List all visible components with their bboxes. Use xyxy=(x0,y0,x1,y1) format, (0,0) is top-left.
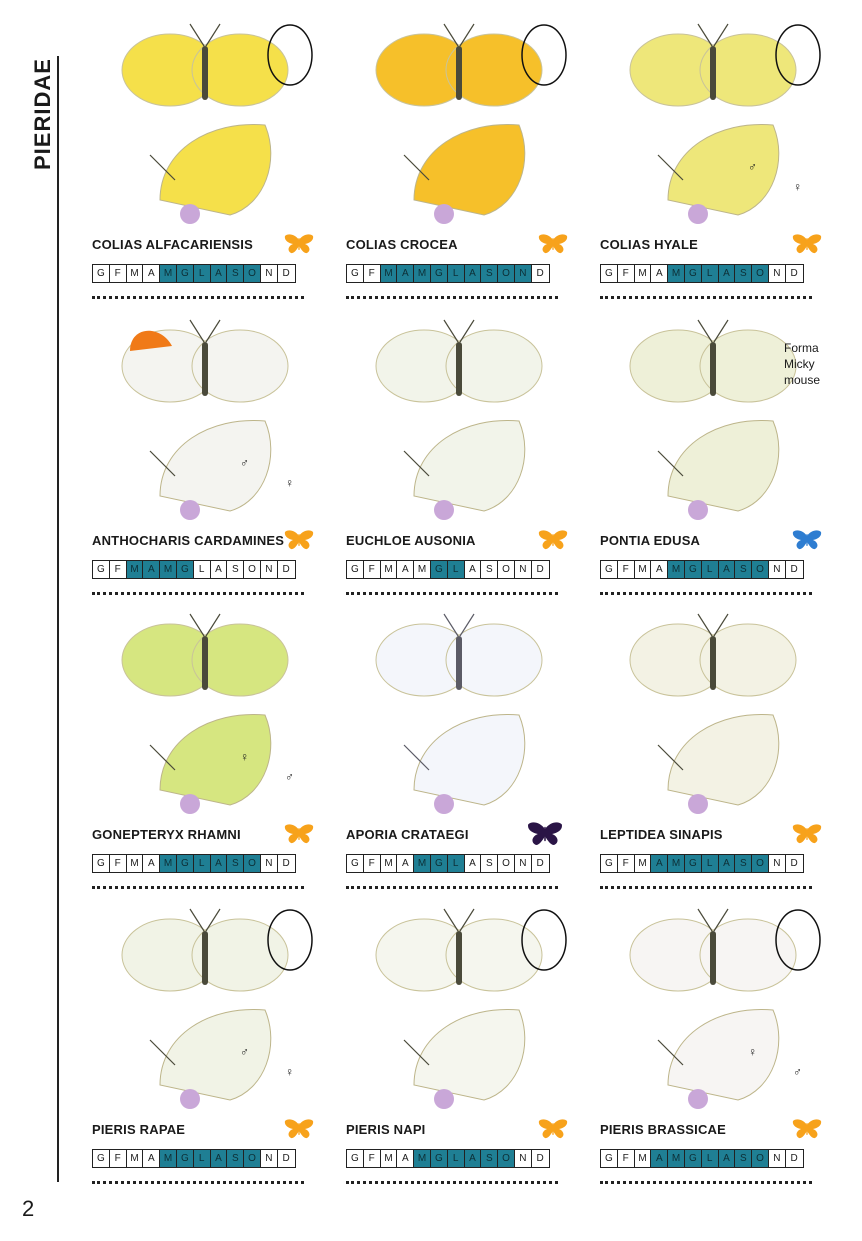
sex-symbol: ♂ xyxy=(793,1065,802,1079)
frequency-butterfly-icon xyxy=(792,824,822,844)
month-cell: A xyxy=(465,265,482,282)
month-cell: L xyxy=(448,855,465,872)
month-cell: M xyxy=(635,561,652,578)
month-cell: G xyxy=(431,265,448,282)
species-card xyxy=(344,600,570,896)
month-cell: N xyxy=(769,265,786,282)
species-card xyxy=(344,306,570,602)
month-cell: L xyxy=(702,855,719,872)
month-cell: A xyxy=(397,561,414,578)
month-cell: A xyxy=(719,265,736,282)
species-name: PIERIS RAPAE xyxy=(92,1122,186,1137)
month-cell: S xyxy=(227,1150,244,1167)
butterfly-photo-2 xyxy=(658,124,779,224)
month-cell: L xyxy=(194,561,211,578)
butterfly-photo-1 xyxy=(376,320,542,402)
butterfly-photo-2 xyxy=(658,1009,779,1109)
month-cell: A xyxy=(651,1150,668,1167)
month-cell: M xyxy=(668,561,685,578)
flight-period-calendar xyxy=(600,264,804,283)
month-cell: A xyxy=(719,855,736,872)
month-cell: O xyxy=(498,265,515,282)
species-photo xyxy=(90,600,316,820)
month-cell: N xyxy=(515,561,532,578)
species-photo xyxy=(598,600,824,820)
month-cell: G xyxy=(93,265,110,282)
month-cell: F xyxy=(618,855,635,872)
month-cell: G xyxy=(685,855,702,872)
species-card xyxy=(598,306,824,602)
month-cell: G xyxy=(347,1150,364,1167)
month-cell: M xyxy=(414,855,431,872)
month-cell: M xyxy=(635,855,652,872)
month-cell: F xyxy=(618,265,635,282)
month-cell: A xyxy=(465,1150,482,1167)
month-cell: M xyxy=(127,855,144,872)
month-cell: S xyxy=(735,855,752,872)
month-cell: S xyxy=(735,265,752,282)
month-cell: A xyxy=(211,561,228,578)
butterfly-photo-2 xyxy=(404,1009,525,1109)
month-cell: G xyxy=(177,1150,194,1167)
month-cell: N xyxy=(261,855,278,872)
month-cell: F xyxy=(110,561,127,578)
month-cell: D xyxy=(536,1153,544,1164)
frequency-butterfly-icon xyxy=(538,234,568,254)
month-cell: G xyxy=(177,265,194,282)
month-cell: M xyxy=(414,265,431,282)
month-cell: G xyxy=(177,855,194,872)
month-cell: G xyxy=(431,1150,448,1167)
species-name: PIERIS BRASSICAE xyxy=(600,1122,727,1137)
butterfly-photo-2 xyxy=(404,420,525,520)
month-cell: O xyxy=(244,1150,261,1167)
dotted-separator xyxy=(92,296,304,299)
month-cell: L xyxy=(702,1150,719,1167)
month-cell: S xyxy=(227,265,244,282)
species-name: LEPTIDEA SINAPIS xyxy=(600,827,723,842)
dotted-separator xyxy=(92,886,304,889)
month-cell: S xyxy=(481,265,498,282)
flight-period-calendar xyxy=(346,854,550,873)
species-card xyxy=(598,10,824,306)
species-photo xyxy=(598,895,824,1115)
frequency-butterfly-icon xyxy=(538,530,568,550)
butterfly-photo-2 xyxy=(658,714,779,814)
species-name: ANTHOCHARIS CARDAMINES xyxy=(92,533,285,548)
month-cell: F xyxy=(364,561,381,578)
month-cell: A xyxy=(143,1150,160,1167)
month-cell: L xyxy=(448,561,465,578)
flight-period-calendar xyxy=(92,1149,296,1168)
month-cell: F xyxy=(364,855,381,872)
flight-period-calendar xyxy=(92,264,296,283)
frequency-butterfly-icon xyxy=(284,1119,314,1139)
month-cell: M xyxy=(160,1150,177,1167)
month-cell: O xyxy=(498,855,515,872)
month-cell: M xyxy=(381,855,398,872)
month-cell: F xyxy=(618,1150,635,1167)
species-card xyxy=(598,895,824,1191)
flight-period-calendar xyxy=(346,560,550,579)
frequency-indicator xyxy=(284,824,314,844)
month-cell: O xyxy=(498,1150,515,1167)
month-cell: A xyxy=(211,855,228,872)
species-card xyxy=(90,306,316,602)
dotted-separator xyxy=(346,592,558,595)
month-cell: D xyxy=(790,858,798,869)
month-cell: O xyxy=(244,561,261,578)
month-cell: D xyxy=(790,1153,798,1164)
species-photo xyxy=(344,600,570,820)
frequency-butterfly-icon xyxy=(522,822,568,846)
sex-symbol: ♂ xyxy=(240,1045,249,1059)
month-cell: S xyxy=(481,561,498,578)
month-cell: N xyxy=(515,1150,532,1167)
month-cell: M xyxy=(381,561,398,578)
month-cell: G xyxy=(601,561,618,578)
month-cell: G xyxy=(93,855,110,872)
month-cell: G xyxy=(93,561,110,578)
month-cell: M xyxy=(127,561,144,578)
species-photo xyxy=(90,306,316,526)
month-cell: L xyxy=(194,855,211,872)
month-cell: N xyxy=(515,265,532,282)
sex-symbol: ♂ xyxy=(240,456,249,470)
month-cell: G xyxy=(685,1150,702,1167)
frequency-butterfly-icon xyxy=(792,530,822,550)
frequency-butterfly-icon xyxy=(284,530,314,550)
month-cell: O xyxy=(244,855,261,872)
species-card xyxy=(344,895,570,1191)
species-photo xyxy=(598,306,824,526)
month-cell: M xyxy=(381,1150,398,1167)
month-cell: O xyxy=(244,265,261,282)
dotted-separator xyxy=(346,296,558,299)
month-cell: M xyxy=(160,855,177,872)
flight-period-calendar xyxy=(600,560,804,579)
month-cell: M xyxy=(127,265,144,282)
month-cell: F xyxy=(110,855,127,872)
butterfly-photo-1 xyxy=(376,24,542,106)
month-cell: N xyxy=(261,561,278,578)
dotted-separator xyxy=(92,1181,304,1184)
frequency-indicator xyxy=(522,822,568,846)
month-cell: G xyxy=(685,265,702,282)
month-cell: G xyxy=(601,265,618,282)
flight-period-calendar xyxy=(92,854,296,873)
butterfly-photo-2 xyxy=(150,420,271,520)
species-photo xyxy=(598,10,824,230)
month-cell: A xyxy=(397,855,414,872)
month-cell: G xyxy=(685,561,702,578)
month-cell: D xyxy=(282,1153,290,1164)
month-cell: N xyxy=(261,265,278,282)
month-cell: F xyxy=(364,265,381,282)
species-name: COLIAS HYALE xyxy=(600,237,698,252)
frequency-indicator xyxy=(284,1119,314,1139)
month-cell: M xyxy=(414,561,431,578)
month-cell: D xyxy=(282,564,290,575)
month-cell: M xyxy=(160,265,177,282)
dotted-separator xyxy=(600,296,812,299)
butterfly-photo-1 xyxy=(630,320,796,402)
month-cell: A xyxy=(143,265,160,282)
month-cell: S xyxy=(481,1150,498,1167)
species-photo xyxy=(344,306,570,526)
species-card xyxy=(90,600,316,896)
month-cell: A xyxy=(397,265,414,282)
month-cell: G xyxy=(93,1150,110,1167)
month-cell: F xyxy=(364,1150,381,1167)
month-cell: M xyxy=(668,265,685,282)
month-cell: A xyxy=(719,1150,736,1167)
month-cell: A xyxy=(651,855,668,872)
month-cell: S xyxy=(735,561,752,578)
form-annotation: Forma Micky mouse xyxy=(784,341,821,387)
butterfly-photo-2 xyxy=(150,124,271,224)
month-cell: F xyxy=(618,561,635,578)
sex-symbol: ♀ xyxy=(793,180,802,194)
month-cell: L xyxy=(194,265,211,282)
dotted-separator xyxy=(600,886,812,889)
butterfly-photo-1 xyxy=(122,614,288,696)
species-photo xyxy=(90,895,316,1115)
month-cell: S xyxy=(227,855,244,872)
month-cell: A xyxy=(651,265,668,282)
sex-symbol: ♀ xyxy=(240,750,249,764)
species-photo xyxy=(344,10,570,230)
frequency-indicator xyxy=(284,234,314,254)
month-cell: M xyxy=(668,855,685,872)
month-cell: D xyxy=(790,564,798,575)
month-cell: S xyxy=(735,1150,752,1167)
month-cell: M xyxy=(381,265,398,282)
month-cell: G xyxy=(347,561,364,578)
sex-symbol: ♂ xyxy=(285,770,294,784)
flight-period-calendar xyxy=(600,854,804,873)
frequency-indicator xyxy=(792,530,822,550)
month-cell: D xyxy=(790,268,798,279)
month-cell: D xyxy=(536,268,544,279)
month-cell: A xyxy=(143,855,160,872)
butterfly-photo-2 xyxy=(150,714,271,814)
butterfly-photo-1 xyxy=(122,24,288,106)
species-name: PONTIA EDUSA xyxy=(600,533,701,548)
month-cell: A xyxy=(465,855,482,872)
month-cell: G xyxy=(601,855,618,872)
month-cell: L xyxy=(702,561,719,578)
month-cell: G xyxy=(347,855,364,872)
month-cell: G xyxy=(601,1150,618,1167)
month-cell: N xyxy=(769,561,786,578)
sex-symbol: ♀ xyxy=(748,1045,757,1059)
frequency-indicator xyxy=(792,1119,822,1139)
butterfly-photo-1 xyxy=(376,909,542,991)
dotted-separator xyxy=(346,1181,558,1184)
dotted-separator xyxy=(92,592,304,595)
butterfly-photo-1 xyxy=(630,909,796,991)
species-name: COLIAS CROCEA xyxy=(346,237,458,252)
month-cell: L xyxy=(448,265,465,282)
frequency-butterfly-icon xyxy=(538,1119,568,1139)
frequency-indicator xyxy=(792,234,822,254)
frequency-butterfly-icon xyxy=(792,234,822,254)
butterfly-photo-1 xyxy=(630,24,796,106)
month-cell: M xyxy=(127,1150,144,1167)
month-cell: F xyxy=(110,1150,127,1167)
month-cell: N xyxy=(769,1150,786,1167)
species-photo xyxy=(344,895,570,1115)
month-cell: A xyxy=(211,1150,228,1167)
butterfly-photo-1 xyxy=(376,614,542,696)
month-cell: L xyxy=(448,1150,465,1167)
butterfly-photo-2 xyxy=(150,1009,271,1109)
month-cell: O xyxy=(752,561,769,578)
frequency-indicator xyxy=(792,824,822,844)
butterfly-photo-2 xyxy=(404,124,525,224)
month-cell: M xyxy=(414,1150,431,1167)
month-cell: A xyxy=(397,1150,414,1167)
month-cell: G xyxy=(177,561,194,578)
month-cell: A xyxy=(719,561,736,578)
species-card xyxy=(90,10,316,306)
frequency-indicator xyxy=(538,530,568,550)
species-name: GONEPTERYX RHAMNI xyxy=(92,827,241,842)
frequency-indicator xyxy=(284,530,314,550)
species-name: EUCHLOE AUSONIA xyxy=(346,533,476,548)
butterfly-photo-1 xyxy=(122,909,288,991)
species-name: COLIAS ALFACARIENSIS xyxy=(92,237,253,252)
month-cell: N xyxy=(769,855,786,872)
flight-period-calendar xyxy=(600,1149,804,1168)
month-cell: D xyxy=(282,268,290,279)
flight-period-calendar xyxy=(92,560,296,579)
species-name: APORIA CRATAEGI xyxy=(346,827,469,842)
month-cell: N xyxy=(515,855,532,872)
month-cell: G xyxy=(431,855,448,872)
sex-symbol: ♀ xyxy=(285,476,294,490)
month-cell: D xyxy=(536,858,544,869)
family-title: PIERIDAE xyxy=(30,58,55,170)
month-cell: G xyxy=(347,265,364,282)
species-photo xyxy=(90,10,316,230)
frequency-butterfly-icon xyxy=(284,824,314,844)
month-cell: L xyxy=(194,1150,211,1167)
dotted-separator xyxy=(600,1181,812,1184)
month-cell: O xyxy=(498,561,515,578)
month-cell: D xyxy=(282,858,290,869)
month-cell: O xyxy=(752,265,769,282)
sex-symbol: ♂ xyxy=(748,160,757,174)
species-card xyxy=(344,10,570,306)
month-cell: D xyxy=(536,564,544,575)
flight-period-calendar xyxy=(346,1149,550,1168)
butterfly-photo-2 xyxy=(404,714,525,814)
sex-symbol: ♀ xyxy=(285,1065,294,1079)
month-cell: G xyxy=(431,561,448,578)
page-number: 2 xyxy=(22,1196,35,1221)
butterfly-photo-1 xyxy=(630,614,796,696)
month-cell: O xyxy=(752,855,769,872)
dotted-separator xyxy=(600,592,812,595)
month-cell: F xyxy=(110,265,127,282)
month-cell: M xyxy=(635,1150,652,1167)
species-card xyxy=(90,895,316,1191)
month-cell: A xyxy=(651,561,668,578)
month-cell: A xyxy=(465,561,482,578)
month-cell: A xyxy=(143,561,160,578)
month-cell: M xyxy=(668,1150,685,1167)
frequency-butterfly-icon xyxy=(284,234,314,254)
month-cell: N xyxy=(261,1150,278,1167)
month-cell: L xyxy=(702,265,719,282)
species-card xyxy=(598,600,824,896)
flight-period-calendar xyxy=(346,264,550,283)
frequency-indicator xyxy=(538,1119,568,1139)
month-cell: M xyxy=(635,265,652,282)
month-cell: M xyxy=(160,561,177,578)
month-cell: S xyxy=(227,561,244,578)
dotted-separator xyxy=(346,886,558,889)
frequency-indicator xyxy=(538,234,568,254)
butterfly-photo-2 xyxy=(658,420,779,520)
month-cell: A xyxy=(211,265,228,282)
vertical-divider xyxy=(57,56,59,1182)
month-cell: S xyxy=(481,855,498,872)
frequency-butterfly-icon xyxy=(792,1119,822,1139)
species-name: PIERIS NAPI xyxy=(346,1122,426,1137)
month-cell: O xyxy=(752,1150,769,1167)
